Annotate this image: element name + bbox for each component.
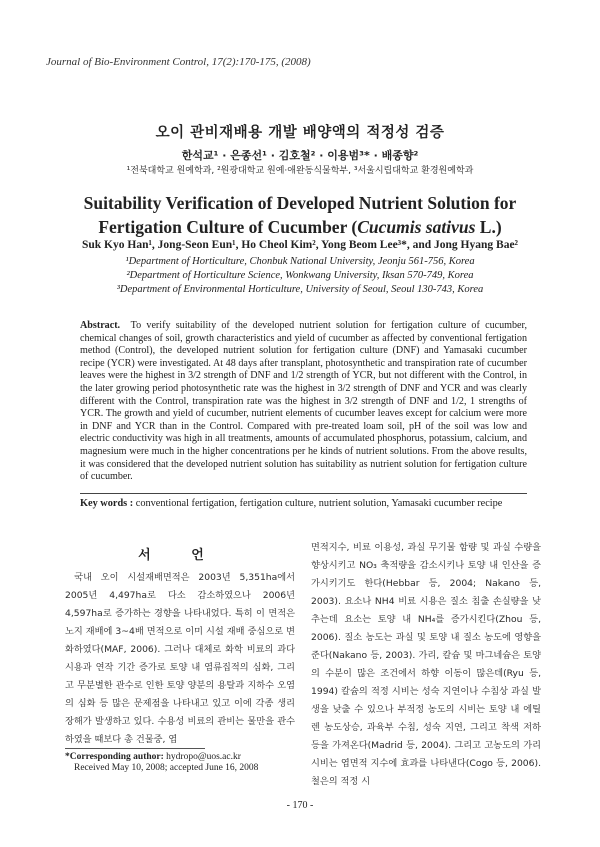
- affiliation-1: ¹Department of Horticulture, Chonbuk National University, Jeonju 561-756, Korea: [125, 256, 475, 267]
- keywords: [80, 498, 527, 509]
- page-number: - 170 -: [286, 800, 314, 811]
- english-title: [0, 191, 600, 239]
- body-column-left: 국내 오이 시설재배면적은 2003년 5,351ha에서 2005년 4,497ha로 다소 감소하였으나 2006년 4,597ha로 증가하는 경향을 나타내었다. 특히 이 면적은 노지 재배에 3~4배 면적으로 이미 시설 재배 중심으로 변화하였다(MAF, 2006). 그러나 대체로 화학 비료의 과다 시용과 연작 기간 증가로 토양 내 염류집적의 심화, 그리고 무분별한 관수로 인한 토양 양분의 용탈과 지하수 오염의 심화 등 많은 문제점을 나타내고 있고 이에 각종 생리장해가 발생하고 있다. 수용성 비료의 관비는 물만을 관수하였을 때보다 총 건물중, 엽: [65, 572, 295, 745]
- abstract-label: Abstract.: [80, 320, 121, 331]
- corresponding-author-note: [65, 752, 241, 762]
- keywords-label: Key words :: [80, 498, 134, 509]
- corresponding-email: hydropo@uos.ac.kr: [166, 752, 241, 762]
- english-title-line1: Suitability Verification of Developed Nutrient Solution for: [83, 193, 517, 213]
- corresponding-label: *Corresponding author:: [65, 752, 164, 762]
- footnote-divider: [65, 748, 205, 749]
- body-column-right: 면적지수, 비료 이용성, 과실 무기물 함량 및 과실 수량을 향상시키고 NO₃ 축적량을 감소시키나 토양 내 인산을 증가시키기도 한다(Hebbar 등, 2004; Nakano 등, 2003). 요소나 NH4 비료 시용은 질소 침출 손실량을 낮추는데 요소는 토양 내 NH₄를 증가시킨다(Zhou 등, 2006). 질소 농도는 과실 및 토양 내 질소 농도에 영향을 준다(Nakano 등, 2003). 가리, 칼슘 및 마그네슘은 토양의 수분이 많은 조건에서 하향 이동이 많은데(Ryu 등, 1994) 칼슘의 적정 시비는 성숙 지연이나 수침상 과실 발생을 낮출 수 있으나 부적정 농도의 시비는 토양 내 에틸렌 농도상승, 과육부 수침, 성숙 지연, 그리고 착색 저하 등을 가져온다(Madrid 등, 2004). 그리고 고농도의 가리 시비는 엽면적 지수에 효과를 나타낸다(Cogo 등, 2006). 철은의 적정 시: [311, 542, 541, 787]
- abstract-divider: [80, 493, 527, 494]
- english-authors: Suk Kyo Han¹, Jong-Seon Eun¹, Ho Cheol Kim², Yong Beom Lee³*, and Jong Hyang Bae²: [82, 239, 518, 251]
- abstract-text: To verify suitability of the developed nutrient solution for fertigation culture of cucumber, chemical changes of soil, growth characteristics and yield of cucumber as affected by conventional fertigation method (Control), the developed nutrient solution for fertigation culture (DNF) and Yamasaki cucumber recipe (YCR) were investigated. At 48 days after transplant, photosynthetic and transpiration rate of cucumber leaves were the highest in 3/2 strength of DNF and 1/2 strength of YCR, but not different with the Control, in the later growing period photosynthetic rate was the highest in 3/2 strength of DNF and YCR and was clearly different with the Control, transpiration rate was the highest in 3/2 strength of DNF and 1/2, 1 strengths of YCR. The growth and yield of cucumber, nutrient elements of cucumber leaves except for calcium were more in DNF and YCR than in the Control. Compared with pre-treated loam soil, pH of the soil was low and electric conductivity was high in all treatments, amounts of accumulated phosphorus, potassium, calcium, and magnesium were much in the higher concentrations per he kinds of nutrient solutions. From the above results, it was considered that the developed nutrient solution has suitability as nutrient solution for fertigation culture of cucumber.: [80, 320, 528, 483]
- journal-citation: Journal of Bio-Environment Control, 17(2):170-175, (2008): [46, 56, 311, 68]
- english-title-line2: [0, 215, 600, 239]
- received-date: Received May 10, 2008; accepted June 16, 2008: [74, 763, 259, 773]
- abstract: [80, 320, 527, 484]
- korean-affiliations: ¹전북대학교 원예학과, ²원광대학교 원예·애완동식물학부, ³서울시립대학교 환경원예학과: [126, 166, 474, 176]
- title-line2-prefix: Fertigation Culture of Cucumber (: [98, 217, 358, 237]
- keywords-text: conventional fertigation, fertigation culture, nutrient solution, Yamasaki cucumber recipe: [135, 498, 503, 509]
- section-heading-introduction: 서 언: [138, 548, 222, 563]
- korean-title: 오이 관비재배용 개발 배양액의 적정성 검증: [155, 125, 445, 141]
- korean-authors: 한석교¹ · 은종선¹ · 김호철² · 이용범³* · 배종향²: [181, 149, 419, 162]
- title-line2-suffix: L.): [475, 217, 502, 237]
- affiliation-3: ³Department of Environmental Horticulture, University of Seoul, Seoul 130-743, Korea: [116, 284, 484, 295]
- affiliation-2: ²Department of Horticulture Science, Wonkwang University, Iksan 570-749, Korea: [126, 270, 474, 281]
- species-name: Cucumis sativus: [357, 217, 476, 237]
